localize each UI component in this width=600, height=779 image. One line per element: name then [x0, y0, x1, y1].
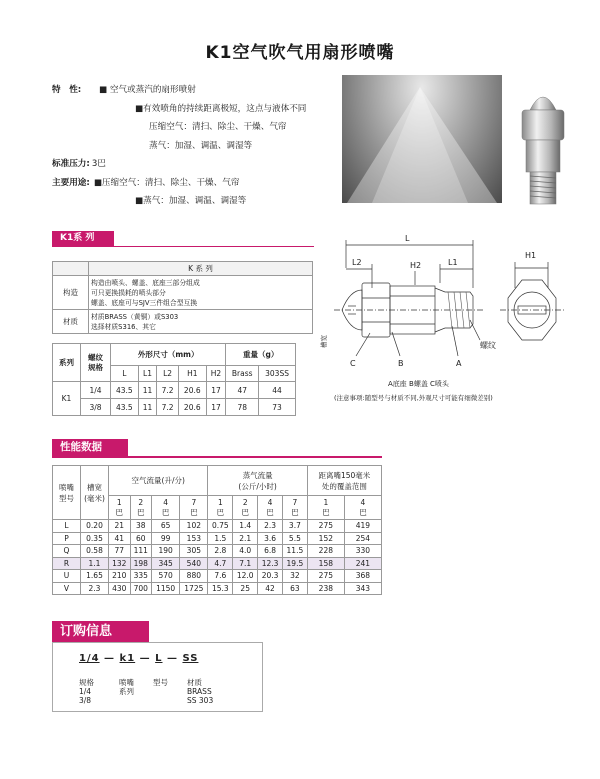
- use-item: ■压缩空气：清扫、除尘、干燥、气帘: [93, 177, 240, 188]
- perf-pressure: 1 巴: [208, 496, 233, 520]
- perf-cell: V: [53, 582, 81, 595]
- perf-cell: 419: [344, 520, 381, 533]
- dim-cell: 11: [138, 399, 157, 416]
- perf-h-slot: 槽宽 (毫米): [81, 466, 109, 520]
- dim-cell: 20.6: [178, 399, 206, 416]
- part-A-label: A: [456, 359, 462, 368]
- part-B-label: B: [398, 359, 404, 368]
- perf-cell: 0.20: [81, 520, 109, 533]
- perf-cell: 275: [307, 570, 344, 583]
- order-label-spec: [79, 678, 94, 705]
- perf-cell: 228: [307, 545, 344, 558]
- perf-body: [53, 520, 382, 595]
- table-row: [53, 582, 382, 595]
- k-row-label: 构造: [53, 276, 89, 310]
- dim-label-L: L: [405, 234, 410, 243]
- perf-cell: 1725: [180, 582, 208, 595]
- perf-cell: 1.65: [81, 570, 109, 583]
- perf-cell: R: [53, 557, 81, 570]
- k-row-label: 材质: [53, 310, 89, 334]
- perf-cell: 42: [258, 582, 283, 595]
- perf-cell: 254: [344, 532, 381, 545]
- series-header: K1系 列: [52, 231, 114, 246]
- perf-cell: 60: [130, 532, 152, 545]
- dim-label-H2: H2: [410, 261, 422, 270]
- perf-cell: Q: [53, 545, 81, 558]
- k-table-head: K 系 列: [89, 262, 313, 276]
- perf-cell: 1.5: [208, 532, 233, 545]
- perf-cell: 21: [109, 520, 131, 533]
- perf-cell: 7.6: [208, 570, 233, 583]
- perf-cell: 2.1: [233, 532, 258, 545]
- page-title: K1空气吹气用扇形喷嘴: [205, 43, 395, 63]
- k-row-text: 材质BRASS（黄铜）或S303 选择材质S316、其它: [89, 310, 313, 334]
- order-label-model: 型号: [153, 678, 168, 687]
- table-row: [53, 557, 382, 570]
- drawing-note: (注意事项:随型号与材质不同,外观尺寸可能有细微差别): [334, 394, 493, 402]
- feature-item: ■ 空气或蒸汽的扇形喷射: [99, 85, 196, 95]
- table-row: [53, 545, 382, 558]
- perf-cell: 335: [130, 570, 152, 583]
- perf-cell: 570: [152, 570, 180, 583]
- perf-divider: [52, 456, 382, 458]
- order-label-vals: 1/4 3/8: [79, 687, 92, 705]
- order-label-name: 规格: [79, 678, 94, 687]
- perf-cell: 4.7: [208, 557, 233, 570]
- perf-cell: 330: [344, 545, 381, 558]
- perf-cell: 132: [109, 557, 131, 570]
- dim-label-L1: L1: [448, 258, 458, 267]
- dim-col: L: [111, 366, 139, 382]
- k-series-table: [52, 261, 313, 334]
- dim-h-weight: 重量（g）: [226, 344, 296, 366]
- perf-cell: 12.0: [233, 570, 258, 583]
- dim-h-spec: 螺纹 规格: [81, 344, 111, 382]
- perf-header: 性能数据: [52, 439, 128, 456]
- dim-cell: 44: [259, 382, 296, 399]
- perf-cell: 1.1: [81, 557, 109, 570]
- perf-cell: 0.75: [208, 520, 233, 533]
- order-header: 订购信息: [52, 621, 149, 642]
- perf-cell: 152: [307, 532, 344, 545]
- perf-cell: 63: [282, 582, 307, 595]
- order-code-series: k1: [119, 653, 136, 664]
- dim-col: H1: [178, 366, 206, 382]
- feature-item: 压缩空气：清扫、除尘、干燥、气帘: [149, 122, 287, 132]
- perf-h-air: 空气流量(升/分): [109, 466, 208, 496]
- perf-cell: 343: [344, 582, 381, 595]
- features-block: [52, 81, 342, 211]
- perf-cell: 305: [180, 545, 208, 558]
- perf-cell: 19.5: [282, 557, 307, 570]
- feature-item: ■有效喷角的持续距离极短，这点与液体不同: [135, 103, 307, 114]
- perf-pressure: 4 巴: [152, 496, 180, 520]
- dim-cell: 7.2: [157, 399, 179, 416]
- order-label-name: 材质: [187, 678, 202, 687]
- spray-fan-image: [342, 75, 502, 203]
- perf-cell: P: [53, 532, 81, 545]
- spray-photo: [342, 75, 502, 203]
- dim-label-L2: L2: [352, 258, 362, 267]
- perf-cell: 38: [130, 520, 152, 533]
- dim-col: H2: [206, 366, 226, 382]
- table-row: [53, 532, 382, 545]
- perf-cell: 3.7: [282, 520, 307, 533]
- dim-cell: 11: [138, 382, 157, 399]
- dim-col: Brass: [226, 366, 259, 382]
- dimension-table: [52, 343, 296, 416]
- use-item: ■蒸气：加湿、调温、调湿等: [135, 196, 247, 206]
- perf-cell: 430: [109, 582, 131, 595]
- dim-cell: 3/8: [81, 399, 111, 416]
- perf-pressure: 2 巴: [233, 496, 258, 520]
- dim-cell: 7.2: [157, 382, 179, 399]
- perf-cell: 198: [130, 557, 152, 570]
- perf-cell: 1150: [152, 582, 180, 595]
- dim-cell: 20.6: [178, 382, 206, 399]
- perf-pressure: 2 巴: [130, 496, 152, 520]
- dim-col: L1: [138, 366, 157, 382]
- order-box: [52, 642, 263, 712]
- order-code: 1/4 — k1 — L — SS: [79, 653, 199, 664]
- perf-h-model: 喷嘴 型号: [53, 466, 81, 520]
- perf-cell: 368: [344, 570, 381, 583]
- perf-cell: 41: [109, 532, 131, 545]
- dim-series: K1: [53, 382, 81, 416]
- perf-cell: 15.3: [208, 582, 233, 595]
- perf-cell: 65: [152, 520, 180, 533]
- perf-cell: 2.3: [81, 582, 109, 595]
- perf-cell: 102: [180, 520, 208, 533]
- perf-cell: 2.8: [208, 545, 233, 558]
- perf-pressure: 1 巴: [109, 496, 131, 520]
- perf-cell: 25: [233, 582, 258, 595]
- perf-h-steam: 蒸气流量 (公斤/小时): [208, 466, 307, 496]
- perf-pressure: 4 巴: [258, 496, 283, 520]
- pressure-value: 3巴: [91, 159, 106, 169]
- order-label-material: [187, 678, 213, 705]
- dim-label-H1: H1: [525, 251, 537, 260]
- perf-cell: 540: [180, 557, 208, 570]
- dim-cell: 17: [206, 399, 226, 416]
- perf-cell: 77: [109, 545, 131, 558]
- k-row-text: 构造由喷头、螺盖、底座三部分组成 可只更换损耗的喷头部分 螺盖、底座可与SJV三件组合型互换: [89, 276, 313, 310]
- table-row: [53, 382, 296, 399]
- perf-cell: 99: [152, 532, 180, 545]
- pressure-label: 标准压力:: [52, 159, 90, 169]
- perf-pressure: 7 巴: [180, 496, 208, 520]
- dim-h-dims: 外形尺寸（mm）: [111, 344, 226, 366]
- uses-label: 主要用途:: [52, 177, 90, 188]
- order-label-vals: BRASS SS 303: [187, 687, 214, 705]
- table-row: [53, 399, 296, 416]
- perf-cell: 345: [152, 557, 180, 570]
- dim-col: L2: [157, 366, 179, 382]
- series-divider: [52, 246, 314, 247]
- dim-cell: 47: [226, 382, 259, 399]
- perf-cell: 5.5: [282, 532, 307, 545]
- order-code-model: L: [155, 653, 163, 664]
- perf-cell: 3.6: [258, 532, 283, 545]
- technical-drawing: [320, 228, 600, 413]
- dim-col: 303SS: [259, 366, 296, 382]
- perf-cell: U: [53, 570, 81, 583]
- feature-item: 蒸气：加湿、调温、调湿等: [149, 140, 253, 151]
- perf-cell: 880: [180, 570, 208, 583]
- nozzle-photo: [508, 82, 578, 212]
- perf-cell: 275: [307, 520, 344, 533]
- order-code-material: SS: [182, 653, 199, 664]
- perf-cell: 700: [130, 582, 152, 595]
- perf-cell: 241: [344, 557, 381, 570]
- table-row: [53, 570, 382, 583]
- perf-cell: 4.0: [233, 545, 258, 558]
- perf-cell: 6.8: [258, 545, 283, 558]
- perf-cell: 190: [152, 545, 180, 558]
- perf-cell: 158: [307, 557, 344, 570]
- perf-cell: 0.58: [81, 545, 109, 558]
- dim-cell: 17: [206, 382, 226, 399]
- slot-label: 槽宽: [320, 335, 328, 348]
- perf-cell: 238: [307, 582, 344, 595]
- perf-cell: 11.5: [282, 545, 307, 558]
- perf-pressure: 1 巴: [307, 496, 344, 520]
- perf-cell: 210: [109, 570, 131, 583]
- features-label: 特 性:: [52, 85, 82, 95]
- order-code-spec: 1/4: [79, 653, 100, 664]
- table-row: [53, 520, 382, 533]
- performance-table: [52, 465, 382, 595]
- perf-cell: 12.3: [258, 557, 283, 570]
- perf-pressure: 7 巴: [282, 496, 307, 520]
- perf-cell: L: [53, 520, 81, 533]
- perf-cell: 7.1: [233, 557, 258, 570]
- perf-cell: 2.3: [258, 520, 283, 533]
- thread-label: 螺纹: [480, 341, 496, 350]
- parts-legend: A底座 B螺盖 C喷头: [388, 380, 449, 388]
- perf-cell: 20.3: [258, 570, 283, 583]
- dim-cell: 1/4: [81, 382, 111, 399]
- dim-cell: 78: [226, 399, 259, 416]
- perf-cell: 0.35: [81, 532, 109, 545]
- dim-h-series: 系列: [53, 344, 81, 382]
- dim-cell: 73: [259, 399, 296, 416]
- order-label-series: 喷嘴 系列: [119, 678, 134, 696]
- part-C-label: C: [350, 359, 356, 368]
- perf-cell: 1.4: [233, 520, 258, 533]
- perf-cell: 111: [130, 545, 152, 558]
- perf-cell: 153: [180, 532, 208, 545]
- perf-h-cover: 距离嘴150毫米 处的覆盖范围: [307, 466, 381, 496]
- dim-cell: 43.5: [111, 382, 139, 399]
- dim-cell: 43.5: [111, 399, 139, 416]
- perf-pressure: 4 巴: [344, 496, 381, 520]
- perf-cell: 32: [282, 570, 307, 583]
